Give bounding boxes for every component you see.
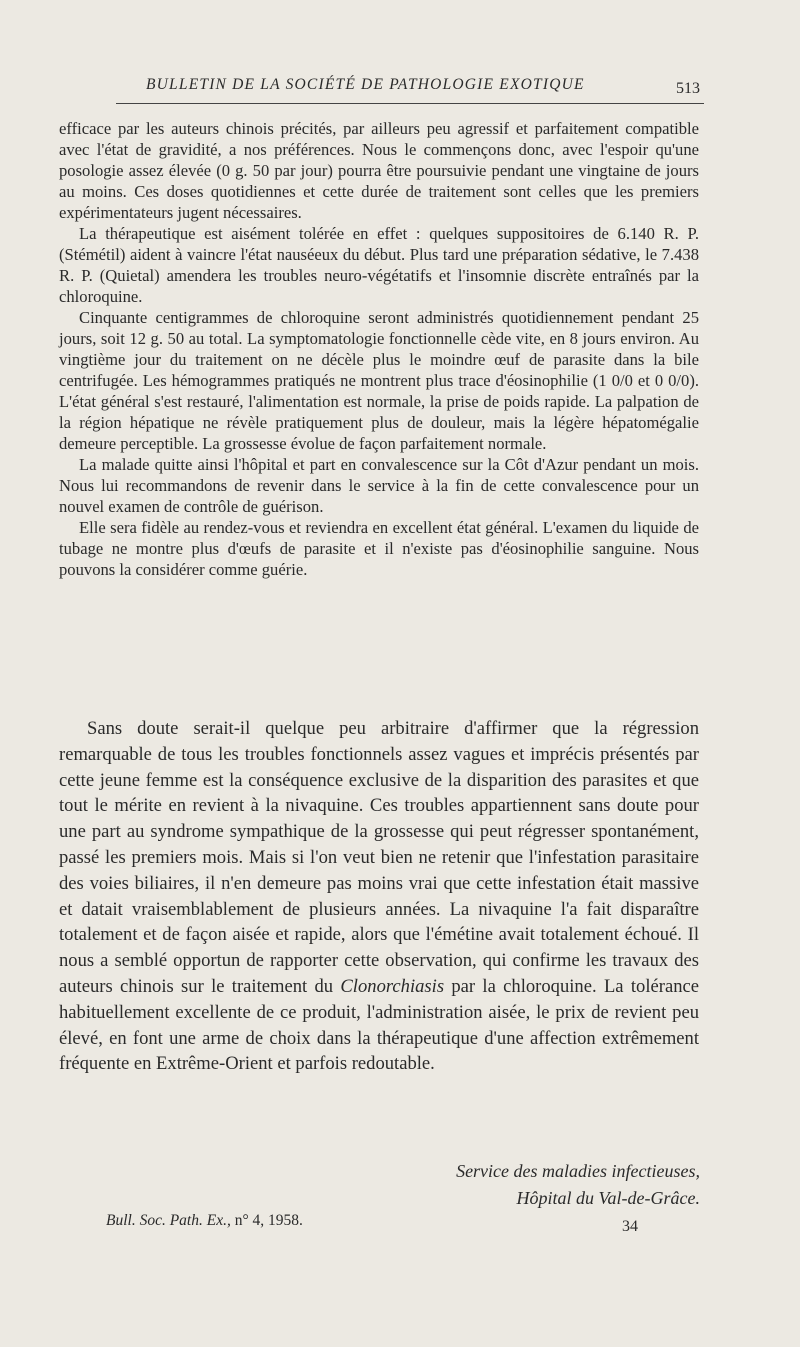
citation-journal: Bull. Soc. Path. Ex., (106, 1212, 231, 1229)
discussion-part1: Sans doute serait-il quelque peu arbitraire d'affirmer que la régression remarquable de tous les troubles fonctionnels assez vagues et imprécis présentés par cette jeune femme est la conséquence exclusive de la disparition des parasites et que tout le mérite en revient à la nivaquine. Ces troubles appartiennent sans doute pour une part au syndrome sympathique de la grossesse qui peut régresser spontanément, passé les premiers mois. Mais si l'on veut bien ne retenir que l'infestation parasitaire des voies biliaires, il n'en demeure pas moins vrai que cette infestation était massive et datait vraisemblablement de plusieurs années. La nivaquine l'a fait disparaître totalement et de façon aisée et rapide, alors que l'émétine avait totalement échoué. Il nous a semblé opportun de rapporter cette observation, qui confirme les travaux des auteurs chinois sur le traitement du (59, 718, 699, 997)
affiliation-service: Service des maladies infectieuses, (456, 1161, 700, 1181)
citation-issue: n° 4, 1958. (234, 1212, 303, 1229)
sheet-signature-number: 34 (622, 1218, 638, 1235)
running-header (116, 72, 704, 102)
journal-citation (106, 1212, 303, 1230)
running-title: BULLETIN DE LA SOCIÉTÉ DE PATHOLOGIE EXOTIQUE (146, 76, 585, 93)
affiliation-signature (456, 1158, 700, 1212)
header-rule (116, 103, 704, 104)
taxon-clonorchiasis: Clonorchiasis (340, 975, 445, 997)
affiliation-hospital: Hôpital du Val-de-Grâce. (516, 1188, 700, 1208)
page-number: 513 (676, 80, 700, 97)
paragraph-chloroquine-course: Cinquante centigrammes de chloroquine seront administrés quotidiennement pendant 25 jours, soit 12 g. 50 au total. La symptomatologie fonctionnelle cède vite, en 8 jours environ. Au vingtième jour du traitement on ne décèle plus le moindre œuf de parasite dans la bile centrifugée. Les hémogrammes pratiqués ne montrent plus trace d'éosinophilie (1 0/0 et 0 0/0). L'état général s'est restauré, l'alimentation est normale, la prise de poids rapide. La palpation de la région hépatique ne révèle pratiquement plus de douleur, mais la légère hépatomégalie demeure perceptible. La grossesse évolue de façon parfaitement normale. (59, 308, 699, 453)
paragraph-follow-up: Elle sera fidèle au rendez-vous et reviendra en excellent état général. L'examen du liquide de tubage ne montre plus d'œufs de parasite et il n'existe pas d'éosinophilie sanguine. Nous pouvons la considérer comme guérie. (59, 518, 699, 579)
paragraph-convalescence: La malade quitte ainsi l'hôpital et part en convalescence sur la Côt d'Azur pendant un mois. Nous lui recommandons de revenir dans le service à la fin de cette convalescence pour un nouvel examen de contrôle de guérison. (59, 455, 699, 516)
discussion-part2: par la chloroquine. La tolérance habituellement excellente de ce produit, l'administration aisée, le prix de revient peu élevé, en font une arme de choix dans la thérapeutique d'une affection extrêmement fréquente en Extrême-Orient et parfois redoutable. (59, 975, 699, 1075)
paragraph-treatment-choice: efficace par les auteurs chinois précités, par ailleurs peu agressif et parfaitement compatible avec l'état de gravidité, a nos préférences. Nous le commençons donc, avec l'espoir qu'une posologie assez élevée (0 g. 50 par jour) pourra être poursuivie pendant une vingtaine de jours au moins. Ces doses quotidiennes et cette durée de traitement sont celles que les premiers expérimentateurs jugent nécessaires. (59, 119, 699, 222)
case-report-text (59, 118, 699, 580)
paragraph-tolerance: La thérapeutique est aisément tolérée en effet : quelques suppositoires de 6.140 R. P. (Stémétil) aident à vaincre l'état nauséeux du début. Plus tard une préparation sédative, le 7.438 R. P. (Quietal) amendera les troubles neuro-végétatifs et l'insomnie discrète entraînés par la chloroquine. (59, 224, 699, 306)
paragraph-discussion (59, 716, 699, 1077)
discussion-text (59, 716, 699, 1077)
